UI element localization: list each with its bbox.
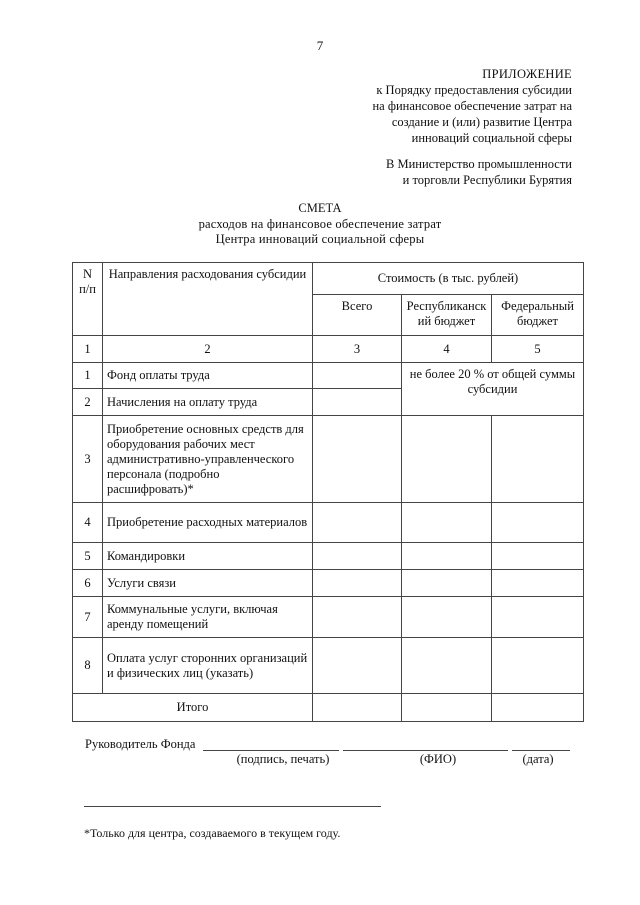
column-number: 5 bbox=[492, 336, 584, 363]
table-row bbox=[73, 503, 584, 543]
cell-federal bbox=[492, 416, 584, 503]
table-row bbox=[73, 416, 584, 503]
signature-label: Руководитель Фонда bbox=[85, 737, 196, 751]
cell-federal bbox=[492, 597, 584, 638]
header-republican: Республиканск ий бюджет bbox=[402, 295, 492, 336]
cell-republican bbox=[402, 503, 492, 543]
signature-line bbox=[203, 750, 339, 751]
footnote-divider bbox=[84, 806, 381, 807]
addressee-block bbox=[272, 156, 572, 188]
header-direction: Направления расходования субсидии bbox=[103, 263, 313, 336]
appendix-title: ПРИЛОЖЕНИЕ bbox=[482, 67, 572, 81]
row-num: 5 bbox=[73, 543, 103, 570]
footnote: *Только для центра, создаваемого в текущем году. bbox=[84, 826, 341, 840]
row-name: Оплата услуг сторонних организаций и физических лиц (указать) bbox=[103, 638, 313, 694]
cell-republican bbox=[402, 694, 492, 722]
cell-federal bbox=[492, 638, 584, 694]
cell-federal bbox=[492, 694, 584, 722]
table-row bbox=[73, 543, 584, 570]
table-row bbox=[73, 570, 584, 597]
header-num: N п/п bbox=[73, 263, 103, 336]
cell-total bbox=[313, 543, 402, 570]
cell-total bbox=[313, 389, 402, 416]
cell-republican bbox=[402, 416, 492, 503]
cell-total bbox=[313, 597, 402, 638]
row-num: 1 bbox=[73, 363, 103, 389]
row-name: Коммунальные услуги, включая аренду помещений bbox=[103, 597, 313, 638]
cell-total bbox=[313, 416, 402, 503]
signature-block bbox=[85, 737, 585, 777]
row-name: Услуги связи bbox=[103, 570, 313, 597]
cell-total bbox=[313, 638, 402, 694]
name-caption: (ФИО) bbox=[419, 752, 457, 766]
header-cost: Стоимость (в тыс. рублей) bbox=[313, 263, 584, 295]
row-name: Приобретение расходных материалов bbox=[103, 503, 313, 543]
column-number: 1 bbox=[73, 336, 103, 363]
row-name: Фонд оплаты труда bbox=[103, 363, 313, 389]
appendix-line: на финансовое обеспечение затрат на bbox=[372, 99, 572, 113]
table-row bbox=[73, 638, 584, 694]
cell-total bbox=[313, 363, 402, 389]
date-caption: (дата) bbox=[522, 752, 554, 766]
row-num: 7 bbox=[73, 597, 103, 638]
appendix-line: инноваций социальной сферы bbox=[411, 131, 572, 145]
document-title: СМЕТА bbox=[298, 201, 342, 215]
row-name: Начисления на оплату труда bbox=[103, 389, 313, 416]
cell-republican bbox=[402, 570, 492, 597]
row-num: 4 bbox=[73, 503, 103, 543]
row-name: Приобретение основных средств для оборудования рабочих мест административно-управленческого персонала (подробно расшифровать)* bbox=[103, 416, 313, 503]
cell-total bbox=[313, 694, 402, 722]
document-subtitle: Центра инноваций социальной сферы bbox=[215, 232, 425, 246]
addressee-line: и торговли Республики Бурятия bbox=[402, 173, 572, 187]
column-number: 3 bbox=[313, 336, 402, 363]
row-num: 3 bbox=[73, 416, 103, 503]
appendix-line: создание и (или) развитие Центра bbox=[391, 115, 572, 129]
row-name: Командировки bbox=[103, 543, 313, 570]
appendix-line: к Порядку предоставления субсидии bbox=[376, 83, 572, 97]
total-row bbox=[73, 694, 584, 722]
name-line bbox=[343, 750, 508, 751]
estimate-table bbox=[72, 262, 584, 722]
merged-note-cell: не более 20 % от общей суммы субсидии bbox=[402, 363, 584, 416]
column-number: 2 bbox=[103, 336, 313, 363]
row-num: 8 bbox=[73, 638, 103, 694]
cell-total bbox=[313, 570, 402, 597]
header-federal: Федеральный бюджет bbox=[492, 295, 584, 336]
cell-republican bbox=[402, 597, 492, 638]
cell-republican bbox=[402, 543, 492, 570]
addressee-line: В Министерство промышленности bbox=[386, 157, 572, 171]
row-num: 2 bbox=[73, 389, 103, 416]
document-subtitle: расходов на финансовое обеспечение затрат bbox=[198, 216, 442, 231]
date-line bbox=[512, 750, 570, 751]
cell-federal bbox=[492, 543, 584, 570]
cell-total bbox=[313, 503, 402, 543]
table-row bbox=[73, 597, 584, 638]
table-row bbox=[73, 363, 584, 389]
row-num: 6 bbox=[73, 570, 103, 597]
total-label: Итого bbox=[73, 694, 313, 722]
cell-federal bbox=[492, 503, 584, 543]
cell-federal bbox=[492, 570, 584, 597]
header-total: Всего bbox=[313, 295, 402, 336]
cell-republican bbox=[402, 638, 492, 694]
signature-caption: (подпись, печать) bbox=[236, 752, 330, 766]
document-heading bbox=[0, 201, 640, 248]
appendix-block bbox=[272, 66, 572, 146]
column-number: 4 bbox=[402, 336, 492, 363]
page-number: 7 bbox=[316, 38, 324, 53]
